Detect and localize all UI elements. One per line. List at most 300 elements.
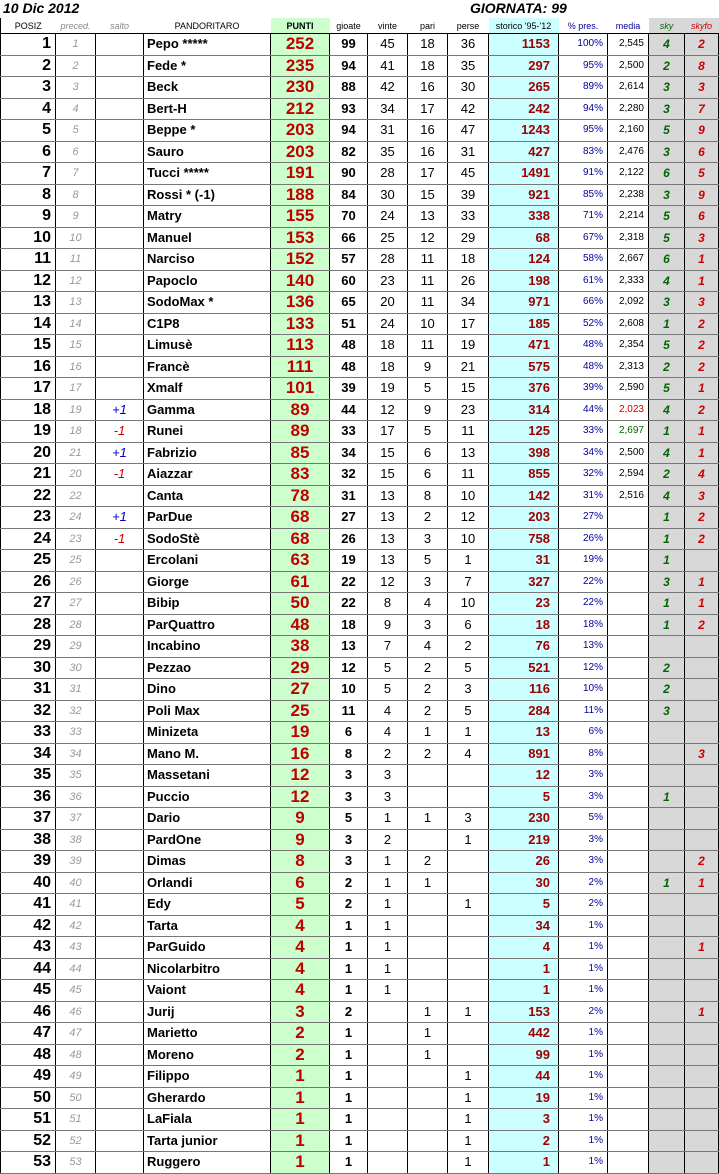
played-cell: 82 (330, 141, 368, 163)
previous-cell: 20 (56, 464, 96, 486)
skyfo-cell (685, 700, 719, 722)
table-row (1, 894, 719, 916)
lost-cell: 21 (448, 356, 489, 378)
jump-cell (96, 1001, 144, 1023)
skyfo-cell: 2 (685, 313, 719, 335)
table-row (1, 1023, 719, 1045)
points-cell: 12 (271, 786, 330, 808)
previous-cell: 7 (56, 163, 96, 185)
points-cell: 78 (271, 485, 330, 507)
skyfo-cell (685, 1044, 719, 1066)
played-cell: 1 (330, 1109, 368, 1131)
sky-cell: 5 (649, 227, 685, 249)
played-cell: 2 (330, 1001, 368, 1023)
table-row (1, 636, 719, 658)
previous-cell: 33 (56, 722, 96, 744)
table-row (1, 335, 719, 357)
historic-cell: 5 (489, 786, 559, 808)
won-cell: 23 (368, 270, 408, 292)
skyfo-cell: 2 (685, 507, 719, 529)
skyfo-cell (685, 679, 719, 701)
drawn-cell: 4 (408, 636, 448, 658)
sky-cell: 3 (649, 77, 685, 99)
lost-cell: 5 (448, 657, 489, 679)
won-cell: 5 (368, 657, 408, 679)
previous-cell: 35 (56, 765, 96, 787)
average-cell: 2,318 (608, 227, 649, 249)
previous-cell: 43 (56, 937, 96, 959)
played-cell: 5 (330, 808, 368, 830)
lost-cell: 6 (448, 614, 489, 636)
played-cell: 3 (330, 829, 368, 851)
position-cell: 49 (1, 1066, 56, 1088)
played-cell: 90 (330, 163, 368, 185)
sky-cell: 6 (649, 249, 685, 271)
previous-cell: 30 (56, 657, 96, 679)
presence-cell: 12% (559, 657, 608, 679)
historic-cell: 125 (489, 421, 559, 443)
lost-cell: 1 (448, 1109, 489, 1131)
historic-cell: 68 (489, 227, 559, 249)
average-cell (608, 507, 649, 529)
points-cell: 4 (271, 958, 330, 980)
played-cell: 88 (330, 77, 368, 99)
jump-cell (96, 980, 144, 1002)
average-cell: 2,354 (608, 335, 649, 357)
table-row (1, 34, 719, 56)
presence-cell: 44% (559, 399, 608, 421)
player-name-cell: Tarta junior (144, 1130, 271, 1152)
average-cell: 2,516 (608, 485, 649, 507)
position-cell: 42 (1, 915, 56, 937)
previous-cell: 6 (56, 141, 96, 163)
drawn-cell (408, 958, 448, 980)
historic-cell: 230 (489, 808, 559, 830)
won-cell (368, 1087, 408, 1109)
jump-cell (96, 206, 144, 228)
player-name-cell: Orlandi (144, 872, 271, 894)
points-cell: 19 (271, 722, 330, 744)
points-cell: 25 (271, 700, 330, 722)
table-row (1, 743, 719, 765)
historic-cell: 297 (489, 55, 559, 77)
average-cell: 2,545 (608, 34, 649, 56)
previous-cell: 48 (56, 1044, 96, 1066)
presence-cell: 58% (559, 249, 608, 271)
presence-cell: 1% (559, 1066, 608, 1088)
jump-cell (96, 808, 144, 830)
sky-cell (649, 1023, 685, 1045)
historic-cell: 1 (489, 980, 559, 1002)
position-cell: 6 (1, 141, 56, 163)
won-cell (368, 1001, 408, 1023)
won-cell: 2 (368, 743, 408, 765)
lost-cell: 10 (448, 528, 489, 550)
standings-body (1, 34, 719, 1174)
header-row (1, 18, 719, 34)
skyfo-cell: 2 (685, 614, 719, 636)
lost-cell: 1 (448, 550, 489, 572)
jump-cell (96, 1087, 144, 1109)
col-preced-header: preced. (56, 18, 96, 34)
presence-cell: 91% (559, 163, 608, 185)
drawn-cell: 1 (408, 808, 448, 830)
presence-cell: 32% (559, 464, 608, 486)
drawn-cell: 2 (408, 657, 448, 679)
position-cell: 4 (1, 98, 56, 120)
skyfo-cell: 9 (685, 184, 719, 206)
skyfo-cell (685, 980, 719, 1002)
player-name-cell: Ercolani (144, 550, 271, 572)
jump-cell (96, 141, 144, 163)
table-row (1, 55, 719, 77)
won-cell: 45 (368, 34, 408, 56)
previous-cell: 8 (56, 184, 96, 206)
lost-cell: 17 (448, 313, 489, 335)
sky-cell: 4 (649, 442, 685, 464)
points-cell: 89 (271, 399, 330, 421)
average-cell (608, 894, 649, 916)
average-cell (608, 614, 649, 636)
drawn-cell: 2 (408, 743, 448, 765)
drawn-cell: 2 (408, 679, 448, 701)
drawn-cell (408, 765, 448, 787)
played-cell: 18 (330, 614, 368, 636)
presence-cell: 31% (559, 485, 608, 507)
skyfo-cell (685, 765, 719, 787)
position-cell: 27 (1, 593, 56, 615)
skyfo-cell: 7 (685, 98, 719, 120)
position-cell: 43 (1, 937, 56, 959)
played-cell: 39 (330, 378, 368, 400)
historic-cell: 23 (489, 593, 559, 615)
jump-cell (96, 722, 144, 744)
sky-cell: 3 (649, 292, 685, 314)
jump-cell (96, 335, 144, 357)
won-cell: 1 (368, 851, 408, 873)
previous-cell: 18 (56, 421, 96, 443)
lost-cell (448, 915, 489, 937)
position-cell: 38 (1, 829, 56, 851)
average-cell (608, 679, 649, 701)
jump-cell (96, 851, 144, 873)
skyfo-cell: 4 (685, 464, 719, 486)
lost-cell: 29 (448, 227, 489, 249)
player-name-cell: Edy (144, 894, 271, 916)
presence-cell: 89% (559, 77, 608, 99)
position-cell: 16 (1, 356, 56, 378)
table-row (1, 1130, 719, 1152)
historic-cell: 76 (489, 636, 559, 658)
sky-cell (649, 894, 685, 916)
average-cell: 2,313 (608, 356, 649, 378)
table-row (1, 657, 719, 679)
won-cell (368, 1066, 408, 1088)
position-cell: 15 (1, 335, 56, 357)
position-cell: 34 (1, 743, 56, 765)
sky-cell: 6 (649, 163, 685, 185)
historic-cell: 4 (489, 937, 559, 959)
lost-cell: 12 (448, 507, 489, 529)
drawn-cell: 17 (408, 98, 448, 120)
played-cell: 19 (330, 550, 368, 572)
position-cell: 37 (1, 808, 56, 830)
jump-cell (96, 270, 144, 292)
average-cell (608, 765, 649, 787)
lost-cell: 1 (448, 1087, 489, 1109)
position-cell: 46 (1, 1001, 56, 1023)
previous-cell: 14 (56, 313, 96, 335)
played-cell: 1 (330, 1066, 368, 1088)
average-cell (608, 593, 649, 615)
player-name-cell: Minizeta (144, 722, 271, 744)
presence-cell: 1% (559, 1087, 608, 1109)
position-cell: 29 (1, 636, 56, 658)
drawn-cell: 3 (408, 528, 448, 550)
drawn-cell: 16 (408, 141, 448, 163)
won-cell: 19 (368, 378, 408, 400)
skyfo-cell: 2 (685, 399, 719, 421)
col-vinte-header: vinte (368, 18, 408, 34)
sky-cell: 3 (649, 700, 685, 722)
historic-cell: 284 (489, 700, 559, 722)
drawn-cell: 18 (408, 34, 448, 56)
skyfo-cell (685, 1023, 719, 1045)
played-cell: 2 (330, 894, 368, 916)
player-name-cell: Tarta (144, 915, 271, 937)
lost-cell: 1 (448, 1130, 489, 1152)
player-name-cell: LaFiala (144, 1109, 271, 1131)
skyfo-cell: 6 (685, 141, 719, 163)
col-pres-header: % pres. (559, 18, 608, 34)
historic-cell: 921 (489, 184, 559, 206)
drawn-cell: 3 (408, 614, 448, 636)
previous-cell: 32 (56, 700, 96, 722)
position-cell: 26 (1, 571, 56, 593)
table-row (1, 141, 719, 163)
table-row (1, 442, 719, 464)
drawn-cell: 1 (408, 1001, 448, 1023)
played-cell: 1 (330, 1087, 368, 1109)
player-name-cell: PardOne (144, 829, 271, 851)
player-name-cell: Matry (144, 206, 271, 228)
skyfo-cell: 1 (685, 249, 719, 271)
sky-cell (649, 915, 685, 937)
table-row (1, 98, 719, 120)
average-cell: 2,590 (608, 378, 649, 400)
played-cell: 11 (330, 700, 368, 722)
skyfo-cell (685, 1109, 719, 1131)
average-cell: 2,594 (608, 464, 649, 486)
skyfo-cell: 2 (685, 356, 719, 378)
previous-cell: 5 (56, 120, 96, 142)
player-name-cell: Dimas (144, 851, 271, 873)
jump-cell (96, 1066, 144, 1088)
previous-cell: 52 (56, 1130, 96, 1152)
historic-cell: 142 (489, 485, 559, 507)
sky-cell: 2 (649, 679, 685, 701)
skyfo-cell: 3 (685, 77, 719, 99)
presence-cell: 61% (559, 270, 608, 292)
player-name-cell: C1P8 (144, 313, 271, 335)
position-cell: 23 (1, 507, 56, 529)
skyfo-cell (685, 657, 719, 679)
presence-cell: 83% (559, 141, 608, 163)
won-cell: 28 (368, 163, 408, 185)
presence-cell: 26% (559, 528, 608, 550)
historic-cell: 124 (489, 249, 559, 271)
sky-cell (649, 722, 685, 744)
historic-cell: 442 (489, 1023, 559, 1045)
skyfo-cell: 1 (685, 378, 719, 400)
sky-cell: 1 (649, 550, 685, 572)
jump-cell (96, 958, 144, 980)
col-giocate-header: gioate (330, 18, 368, 34)
player-name-cell: Papoclo (144, 270, 271, 292)
table-row (1, 1044, 719, 1066)
drawn-cell (408, 1109, 448, 1131)
player-name-cell: Tucci ***** (144, 163, 271, 185)
position-cell: 12 (1, 270, 56, 292)
standings-table (0, 18, 719, 1174)
skyfo-cell: 2 (685, 335, 719, 357)
table-row (1, 571, 719, 593)
lost-cell: 19 (448, 335, 489, 357)
previous-cell: 23 (56, 528, 96, 550)
table-row (1, 1001, 719, 1023)
average-cell (608, 528, 649, 550)
won-cell: 13 (368, 507, 408, 529)
average-cell: 2,214 (608, 206, 649, 228)
jump-cell: +1 (96, 399, 144, 421)
table-row (1, 700, 719, 722)
points-cell: 6 (271, 872, 330, 894)
position-cell: 20 (1, 442, 56, 464)
table-row (1, 937, 719, 959)
skyfo-cell (685, 1087, 719, 1109)
position-cell: 50 (1, 1087, 56, 1109)
skyfo-cell: 1 (685, 593, 719, 615)
player-name-cell: Fede * (144, 55, 271, 77)
won-cell: 20 (368, 292, 408, 314)
presence-cell: 2% (559, 1001, 608, 1023)
player-name-cell: ParQuattro (144, 614, 271, 636)
previous-cell: 49 (56, 1066, 96, 1088)
previous-cell: 42 (56, 915, 96, 937)
col-salto-header: salto (96, 18, 144, 34)
drawn-cell: 10 (408, 313, 448, 335)
average-cell: 2,608 (608, 313, 649, 335)
average-cell (608, 872, 649, 894)
won-cell: 3 (368, 765, 408, 787)
position-cell: 35 (1, 765, 56, 787)
presence-cell: 33% (559, 421, 608, 443)
historic-cell: 327 (489, 571, 559, 593)
jump-cell: +1 (96, 442, 144, 464)
average-cell (608, 722, 649, 744)
lost-cell: 10 (448, 593, 489, 615)
skyfo-cell: 2 (685, 851, 719, 873)
drawn-cell: 11 (408, 270, 448, 292)
played-cell: 57 (330, 249, 368, 271)
position-cell: 44 (1, 958, 56, 980)
col-storico-header: storico '95-'12 (489, 18, 559, 34)
previous-cell: 15 (56, 335, 96, 357)
presence-cell: 71% (559, 206, 608, 228)
played-cell: 1 (330, 915, 368, 937)
skyfo-cell (685, 722, 719, 744)
skyfo-cell: 3 (685, 292, 719, 314)
position-cell: 25 (1, 550, 56, 572)
jump-cell (96, 765, 144, 787)
player-name-cell: Francè (144, 356, 271, 378)
sky-cell (649, 851, 685, 873)
col-sky-header: sky (649, 18, 685, 34)
drawn-cell (408, 1130, 448, 1152)
player-name-cell: Fabrizio (144, 442, 271, 464)
previous-cell: 22 (56, 485, 96, 507)
skyfo-cell (685, 1152, 719, 1174)
drawn-cell: 12 (408, 227, 448, 249)
table-row (1, 464, 719, 486)
points-cell: 191 (271, 163, 330, 185)
skyfo-cell (685, 550, 719, 572)
lost-cell: 1 (448, 829, 489, 851)
points-cell: 29 (271, 657, 330, 679)
historic-cell: 18 (489, 614, 559, 636)
points-cell: 235 (271, 55, 330, 77)
drawn-cell: 5 (408, 421, 448, 443)
won-cell: 13 (368, 485, 408, 507)
player-name-cell: Dario (144, 808, 271, 830)
skyfo-cell (685, 829, 719, 851)
position-cell: 14 (1, 313, 56, 335)
drawn-cell (408, 937, 448, 959)
previous-cell: 47 (56, 1023, 96, 1045)
presence-cell: 22% (559, 593, 608, 615)
points-cell: 1 (271, 1152, 330, 1174)
played-cell: 94 (330, 120, 368, 142)
previous-cell: 17 (56, 378, 96, 400)
table-row (1, 485, 719, 507)
played-cell: 48 (330, 356, 368, 378)
skyfo-cell: 5 (685, 163, 719, 185)
points-cell: 111 (271, 356, 330, 378)
won-cell (368, 1023, 408, 1045)
jump-cell (96, 34, 144, 56)
drawn-cell: 1 (408, 1044, 448, 1066)
drawn-cell (408, 786, 448, 808)
average-cell: 2,092 (608, 292, 649, 314)
position-cell: 3 (1, 77, 56, 99)
position-cell: 45 (1, 980, 56, 1002)
presence-cell: 94% (559, 98, 608, 120)
position-cell: 39 (1, 851, 56, 873)
points-cell: 152 (271, 249, 330, 271)
table-row (1, 593, 719, 615)
skyfo-cell (685, 915, 719, 937)
sky-cell (649, 808, 685, 830)
historic-cell: 855 (489, 464, 559, 486)
table-row (1, 163, 719, 185)
position-cell: 7 (1, 163, 56, 185)
average-cell (608, 1044, 649, 1066)
drawn-cell: 2 (408, 851, 448, 873)
drawn-cell: 17 (408, 163, 448, 185)
historic-cell: 198 (489, 270, 559, 292)
player-name-cell: Filippo (144, 1066, 271, 1088)
presence-cell: 3% (559, 786, 608, 808)
